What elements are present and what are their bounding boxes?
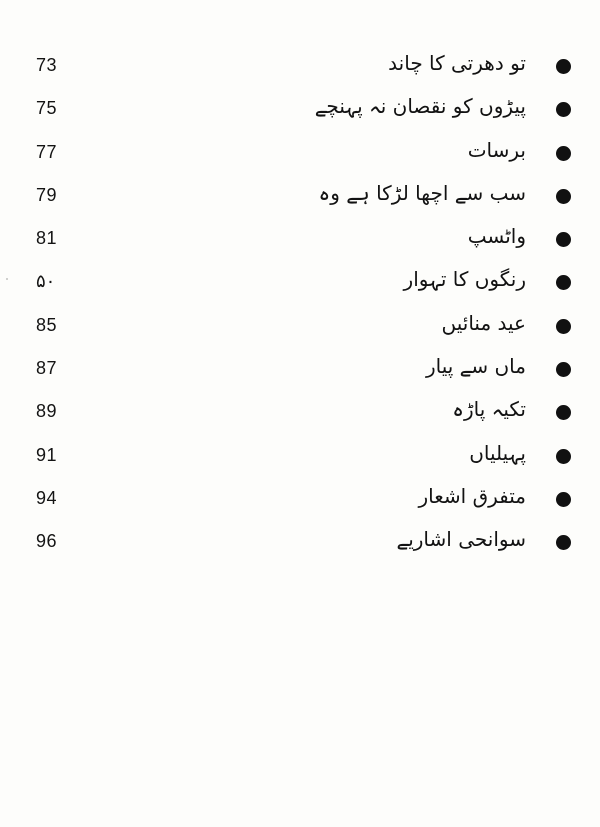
entry-title: عید منائیں bbox=[441, 310, 526, 335]
entry-title: سوانحی اشاریے bbox=[396, 527, 526, 552]
page-number: 77 bbox=[36, 141, 58, 162]
toc-entry bbox=[0, 88, 600, 131]
bullet-icon bbox=[556, 189, 571, 204]
page-number: 73 bbox=[36, 55, 58, 75]
toc-entry bbox=[0, 348, 600, 391]
entry-title: ماں سے پیار bbox=[425, 354, 526, 379]
entry-title: سب سے اچھا لڑکا ہے وہ bbox=[318, 180, 526, 205]
page-number: 96 bbox=[36, 531, 58, 552]
toc-entry bbox=[0, 305, 600, 348]
toc-entry bbox=[0, 45, 600, 88]
table-of-contents bbox=[0, 45, 600, 565]
page-number: 89 bbox=[36, 401, 58, 422]
bullet-icon bbox=[556, 146, 571, 161]
entry-title: پہیلیاں bbox=[469, 440, 526, 465]
bullet-icon bbox=[556, 59, 571, 74]
toc-entry bbox=[0, 261, 600, 304]
toc-entry bbox=[0, 218, 600, 261]
entry-title: واٹسپ bbox=[467, 224, 526, 249]
toc-entry bbox=[0, 391, 600, 434]
bullet-icon bbox=[556, 535, 571, 550]
page-number: 91 bbox=[36, 444, 58, 465]
entry-title: رنگوں کا تہوار bbox=[403, 267, 526, 292]
bullet-icon bbox=[556, 102, 571, 117]
entry-title: تو دھرتی کا چاند bbox=[388, 51, 526, 75]
bullet-icon bbox=[556, 362, 571, 377]
toc-entry bbox=[0, 175, 600, 218]
page-number: ۵۰ bbox=[36, 271, 56, 292]
toc-entry bbox=[0, 435, 600, 478]
page-number: 79 bbox=[36, 184, 58, 205]
entry-title: پیڑوں کو نقصان نہ پہنچے bbox=[314, 94, 526, 119]
page-number: 85 bbox=[36, 314, 58, 335]
page-number: 81 bbox=[36, 228, 58, 249]
page-number: 87 bbox=[36, 358, 58, 379]
bullet-icon bbox=[556, 275, 571, 290]
bullet-icon bbox=[556, 319, 571, 334]
bullet-icon bbox=[556, 405, 571, 420]
bullet-icon bbox=[556, 492, 571, 507]
toc-entry bbox=[0, 478, 600, 521]
page-number: 75 bbox=[36, 98, 58, 119]
entry-title: برسات bbox=[467, 137, 526, 162]
toc-entry bbox=[0, 521, 600, 564]
entry-title: تکیہ پاڑہ bbox=[452, 397, 526, 422]
page-number: 94 bbox=[36, 487, 58, 508]
toc-entry bbox=[0, 132, 600, 175]
entry-title: متفرق اشعار bbox=[418, 483, 526, 508]
bullet-icon bbox=[556, 449, 571, 464]
bullet-icon bbox=[556, 232, 571, 247]
